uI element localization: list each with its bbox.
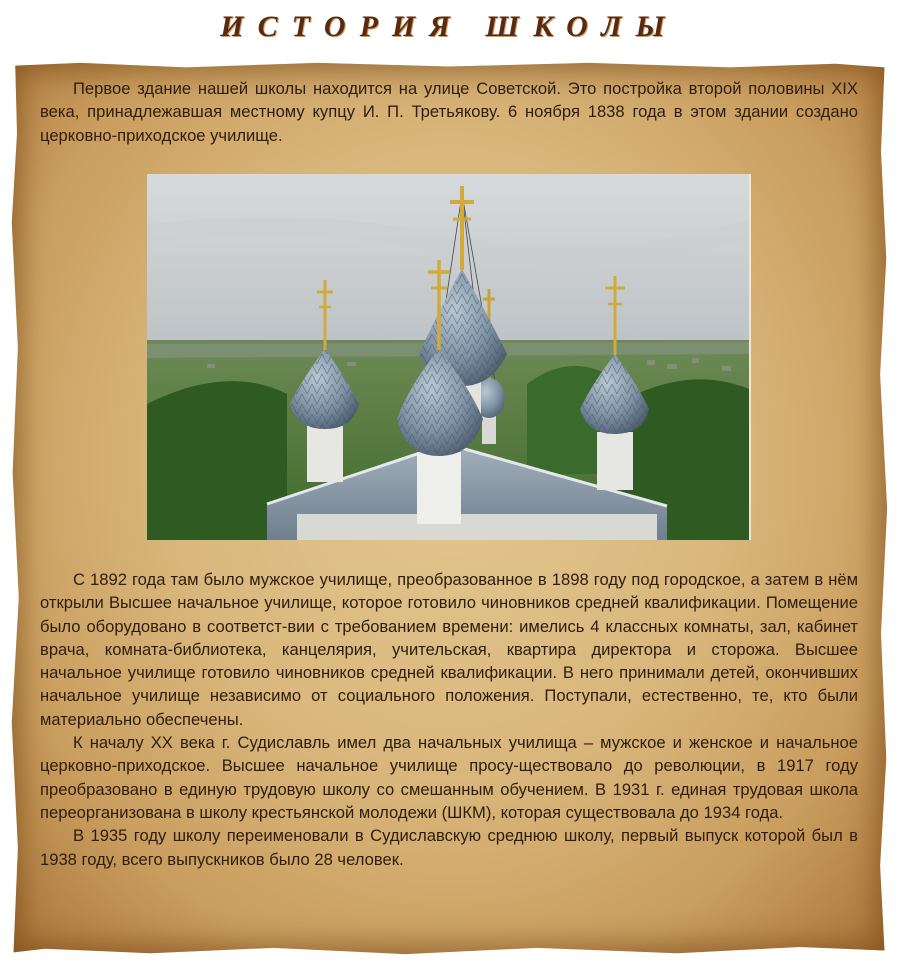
history-paragraph: С 1892 года там было мужское училище, преобразованное в 1898 году под городское, а затем в нём открыли Высшее начальное училище, которое готовило чиновников средней квалификации. Помещение было оборудовано в соответст-вии с требованием времени: имелись 4 классных комнаты, зал, кабинет врача, комната-библиотека, канцелярия, учительская, квартира директора и сторожа. Высшее начальное училище готовило чиновников средней квалификации. В него принимали детей, окончивших начальное училище независимо от социального положения. Поступали, естественно, те, кто были материально обеспечены. [40, 570, 858, 729]
history-paragraph: К началу XX века г. Судиславль имел два начальных училища – мужское и женское и начальное церковно-приходское. Высшее начальное училище просу-ществовало до революции, в 1917 году преобразовано в единую трудовую школу со смешанным обучением. В 1931 г. единая трудовая школа переорганизована в школу крестьянской молодежи (ШКМ), которая существовала до 1934 года. [40, 733, 858, 822]
history-paragraph: В 1935 году школу переименовали в Судиславскую среднюю школу, первый выпуск которой был в 1938 году, всего выпускников было 28 человек. [40, 826, 858, 869]
intro-paragraph: Первое здание нашей школы находится на улице Советской. Это постройка второй половины XIX века, принадлежавшая местному купцу И. П. Третьякову. 6 ноября 1838 года в этом здании создано церковно-приходское училище. [40, 79, 858, 145]
history-text [40, 568, 858, 871]
church-photo [147, 174, 751, 540]
page-title: ИСТОРИЯ ШКОЛЫ [220, 10, 679, 43]
intro-text [40, 77, 858, 147]
